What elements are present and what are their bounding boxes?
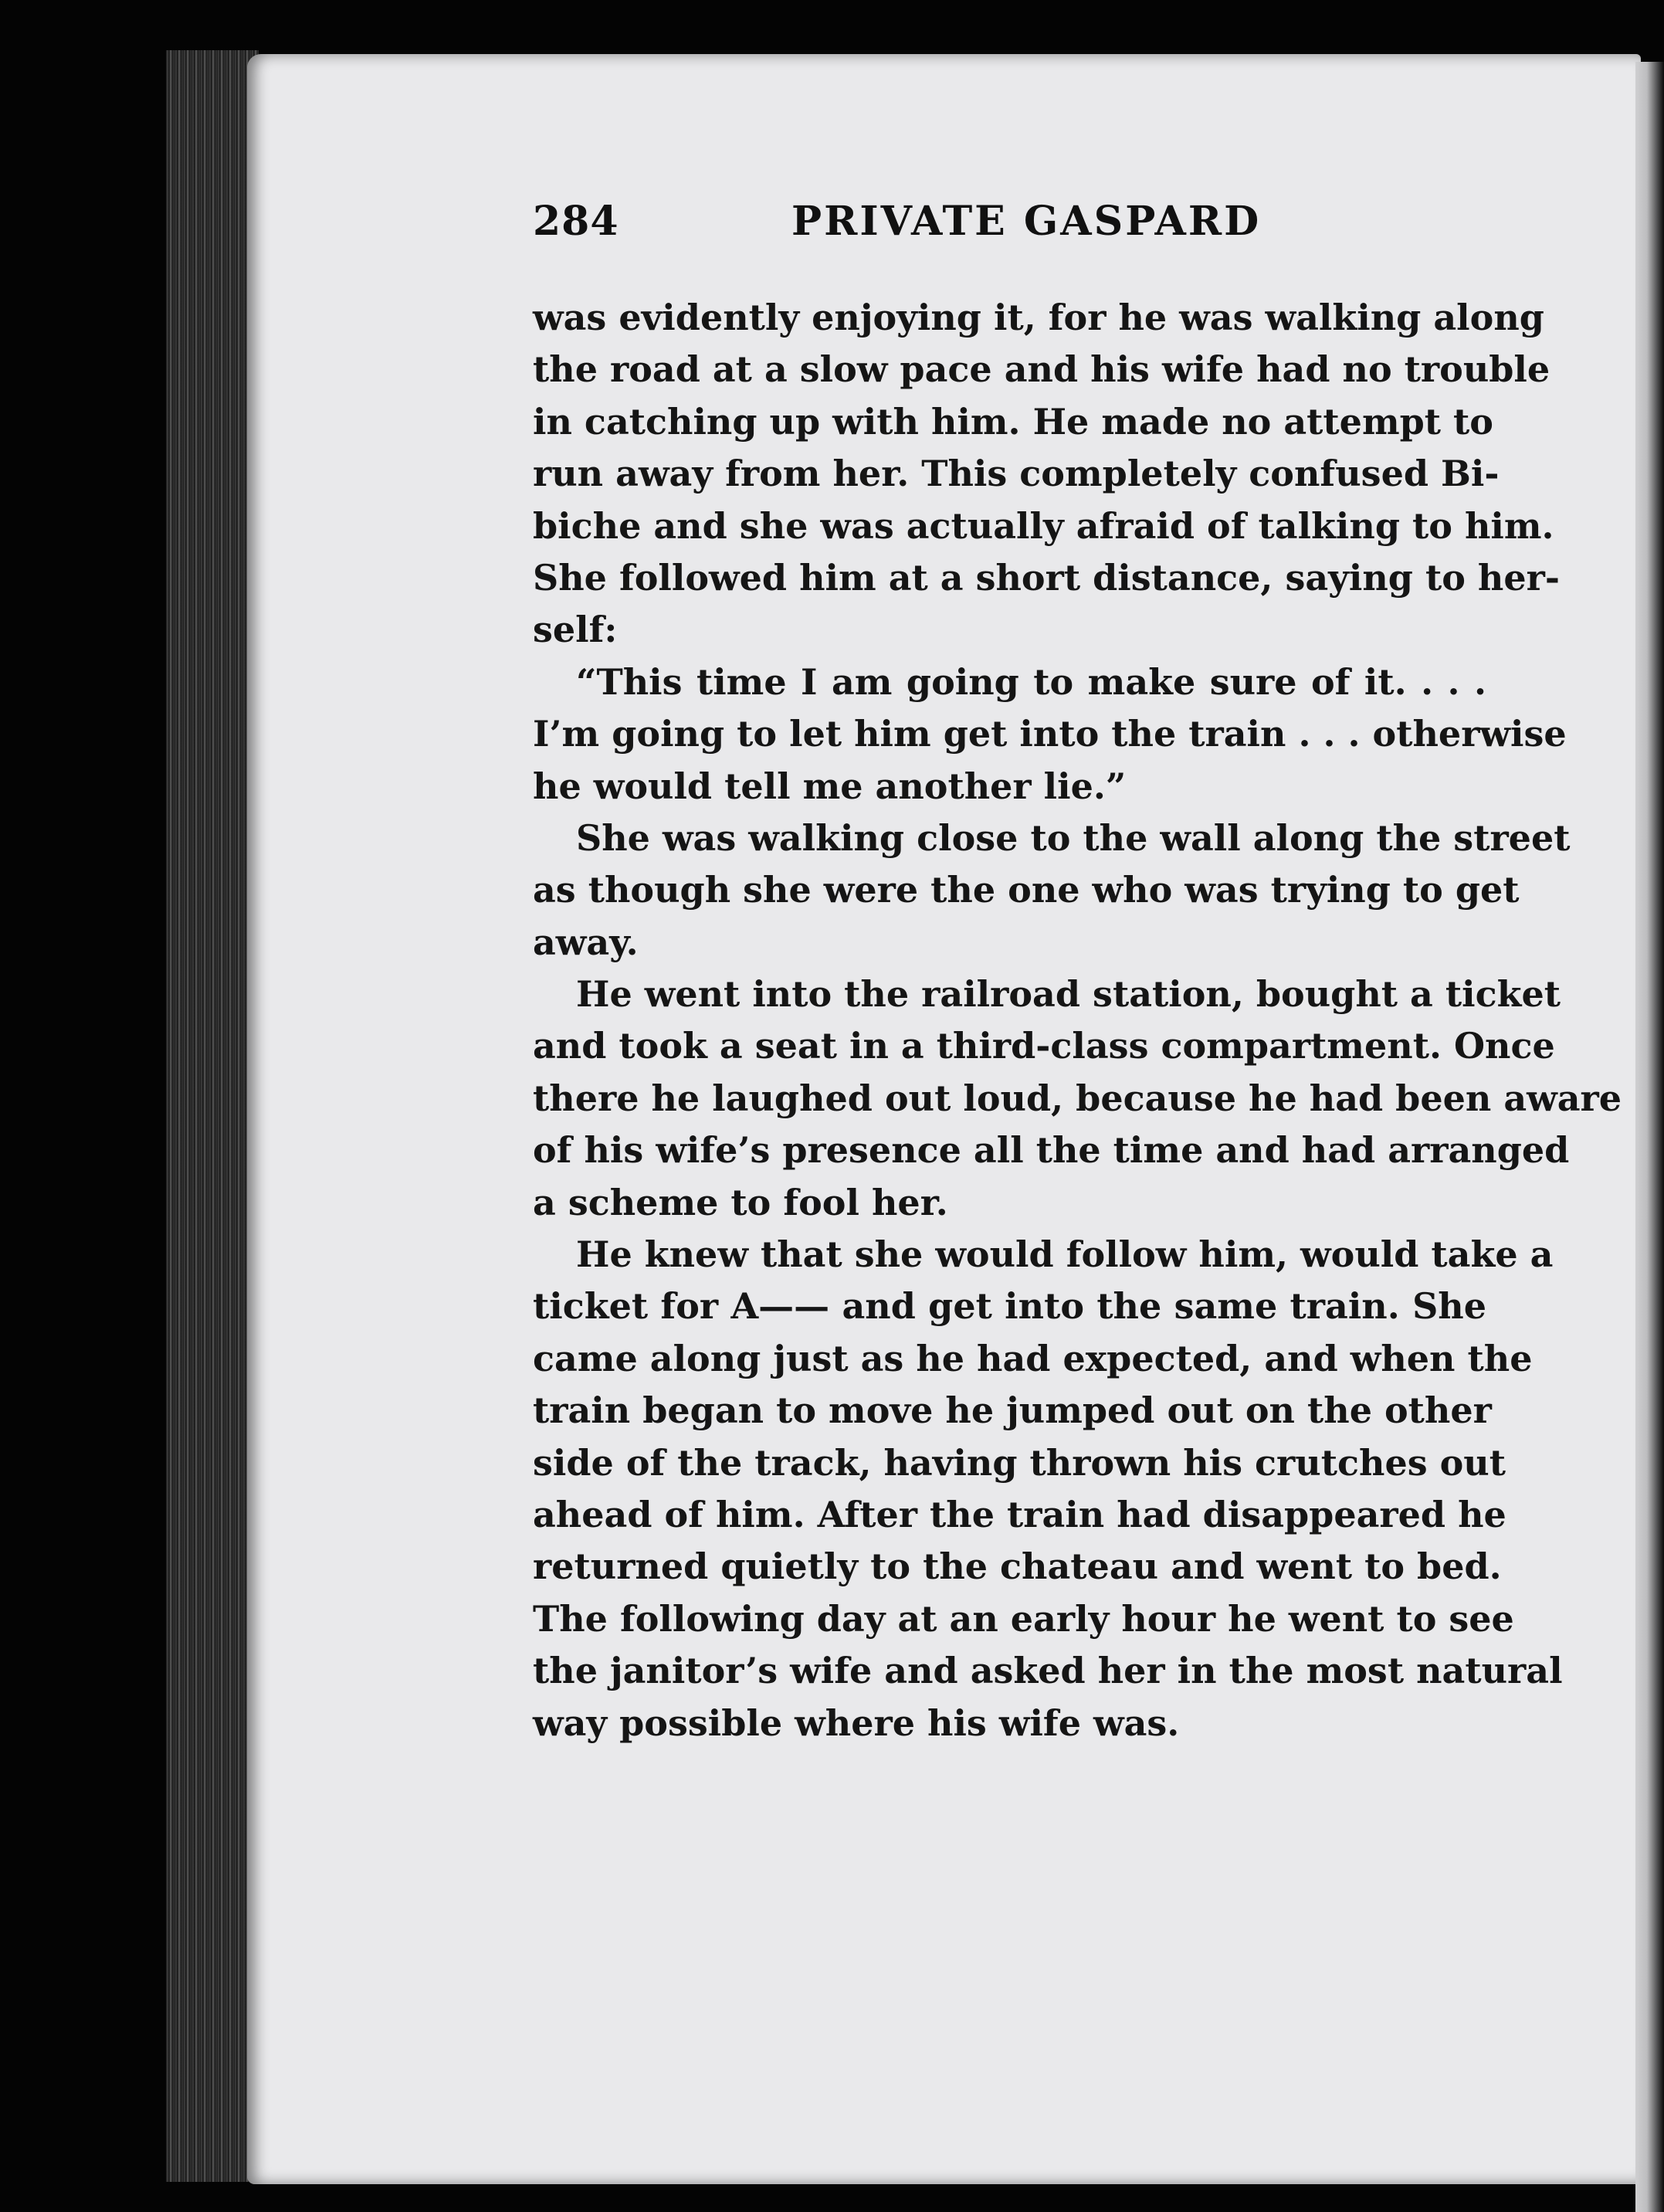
text-line: as though she were the one who was trying to get [533,869,1520,911]
text-line: He went into the railroad station, bought a ticket [576,973,1561,1016]
text-line: train began to move he jumped out on the other [533,1389,1492,1432]
text-line: ticket for A—— and get into the same train. She [533,1285,1486,1328]
text-line: and took a seat in a third-class compartment. Once [533,1025,1555,1067]
text-line: The following day at an early hour he went to see [533,1597,1514,1640]
text-line: the road at a slow pace and his wife had no trouble [533,348,1550,391]
text-line: She was walking close to the wall along the street [576,816,1571,859]
text-line: I’m going to let him get into the train . . . otherwise [533,713,1567,755]
text-line: was evidently enjoying it, for he was walking along [533,297,1544,338]
text-line: away. [533,921,639,963]
page-right-edge [1635,62,1664,2212]
text-line: returned quietly to the chateau and went to bed. [533,1545,1502,1588]
text-line: side of the track, having thrown his crutches out [533,1441,1506,1484]
text-line: there he laughed out loud, because he had been aware [533,1077,1622,1119]
text-line: She followed him at a short distance, saying to her- [533,556,1560,599]
text-line: self: [533,609,618,651]
body-text [533,292,1622,1749]
running-title: PRIVATE GASPARD [791,198,1262,245]
text-line: he would tell me another lie.” [533,765,1127,807]
text-line: the janitor’s wife and asked her in the most natural [533,1650,1563,1692]
text-line: of his wife’s presence all the time and had arranged [533,1129,1570,1172]
text-line: “This time I am going to make sure of it. . . . [576,660,1486,703]
text-line: in catching up with him. He made no attempt to [533,400,1493,443]
text-line: He knew that she would follow him, would take a [576,1233,1554,1276]
page-number: 284 [533,198,619,245]
text-line: came along just as he had expected, and when the [533,1337,1533,1379]
text-line: biche and she was actually afraid of talking to him. [533,504,1554,547]
text-line: a scheme to fool her. [533,1181,948,1223]
text-line: way possible where his wife was. [533,1701,1180,1744]
page-header [533,198,1475,260]
book-fore-edge [166,50,259,2182]
text-line: ahead of him. After the train had disappeared he [533,1493,1506,1535]
text-line: run away from her. This completely confused Bi- [533,453,1500,495]
